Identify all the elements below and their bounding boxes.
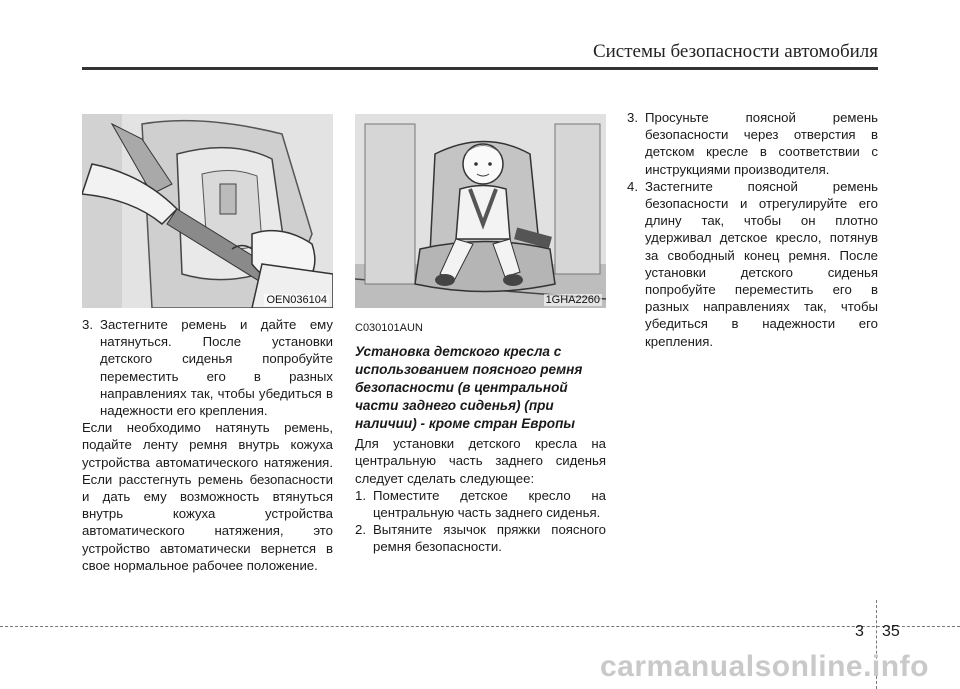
list-item: [355, 487, 606, 521]
figure-code: 1GHA2260: [545, 294, 600, 306]
list-item-number: 3.: [627, 110, 638, 125]
list-item-number: 3.: [82, 317, 93, 332]
figure-seatbelt-installation: [82, 114, 333, 308]
list-item-text: Вытяните язычок пряжки поясного ремня безопасности.: [373, 522, 606, 555]
list-item: [627, 109, 878, 178]
text-column-right: [627, 109, 878, 350]
list-item: [355, 521, 606, 555]
section-code: C030101AUN: [355, 322, 423, 334]
figure-child-seat: [355, 114, 606, 308]
body-paragraph: Для установки детского кресла на центральную часть заднего сиденья следует сделать следующее:: [355, 436, 606, 486]
list-item-number: 2.: [355, 522, 366, 538]
list-item-text: Поместите детское кресло на центральную часть заднего сиденья.: [373, 487, 606, 521]
section-heading: Установка детского кресла с использованием поясного ремня безопасности (в центральной части заднего сиденья) (при наличии) - кроме стран Европы: [355, 344, 583, 432]
seatbelt-installation-illustration: [82, 114, 333, 308]
page-header-title: Системы безопасности автомобиля: [592, 41, 878, 62]
list-item-text: Застегните ремень и дайте ему натянуться. После установки детского сиденья попробуйте переместить его в разных направлениях так, чтобы убедиться в надежности его крепления.: [100, 317, 333, 419]
child-in-car-seat-illustration: [355, 114, 606, 308]
chapter-number: 3: [855, 623, 864, 640]
list-item: [627, 178, 878, 350]
body-paragraph: Если необходимо натянуть ремень, подайте ленту ремня внутрь кожуха устройства автоматического натяжения. Если расстегнуть ремень безопасности и дать ему возможность втянуться внутрь кожуха устройства автоматического натяжения, это устройство автоматически вернется в свое нормальное рабочее положение.: [82, 420, 333, 573]
text-column-middle: [355, 320, 606, 556]
watermark: carmanualsonline.info: [600, 650, 929, 683]
text-column-left: [82, 316, 333, 574]
figure-code: OEN036104: [266, 294, 327, 306]
page-number: 35: [882, 623, 900, 640]
list-item-text: Застегните поясной ремень безопасности и отрегулируйте его длину так, чтобы он плотно удерживал детское кресло, потянув за свободный конец ремня. После установки детского сиденья попробуйте переместить его в разных направлениях так, чтобы убедиться в надежности его крепления.: [645, 178, 878, 349]
list-item-number: 1.: [355, 487, 366, 503]
list-item: [82, 316, 333, 419]
footer-divider: [0, 626, 960, 627]
list-item-number: 4.: [627, 178, 638, 194]
list-item-text: Просуньте поясной ремень безопасности через отверстия в детском кресле в соответствии с инструкциями производителя.: [645, 110, 878, 177]
header-divider: [82, 67, 878, 70]
